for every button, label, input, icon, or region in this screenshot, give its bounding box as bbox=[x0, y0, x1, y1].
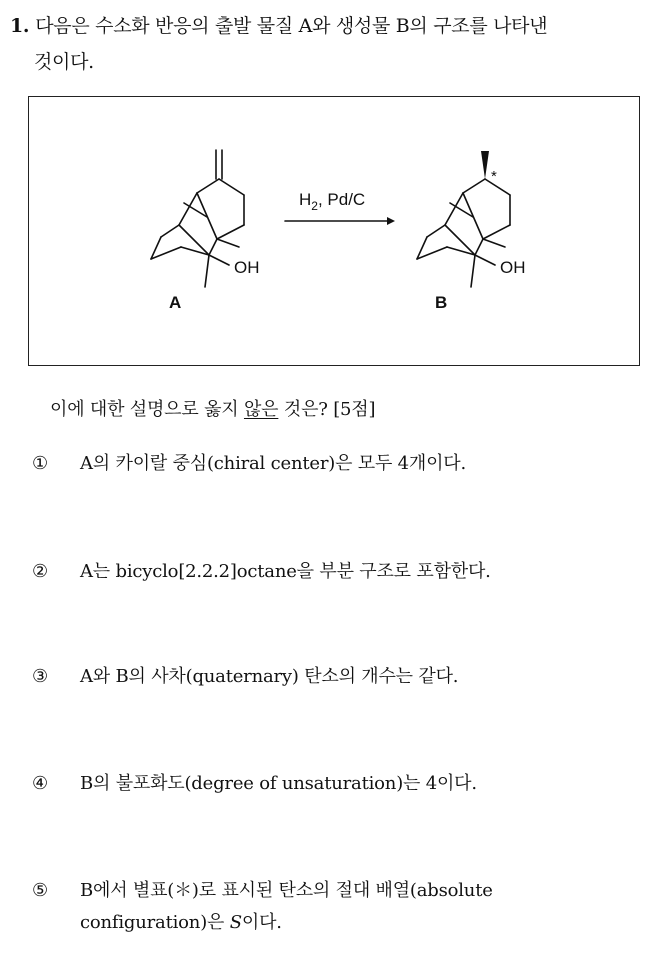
configuration-letter: S bbox=[229, 912, 242, 933]
question-text-line1: 다음은 수소화 반응의 출발 물질 A와 생성물 B의 구조를 나타낸 bbox=[35, 15, 548, 37]
oh-label-a: OH bbox=[234, 258, 260, 277]
choice-marker: ④ bbox=[32, 773, 48, 794]
choice-marker: ② bbox=[32, 561, 48, 582]
prompt: 이에 대한 설명으로 옳지 않은 것은? [5점] bbox=[50, 399, 376, 420]
molecule-a-structure bbox=[151, 150, 244, 287]
reaction-scheme bbox=[29, 97, 641, 367]
stereocenter-star: * bbox=[491, 168, 497, 185]
arrow-head bbox=[387, 217, 395, 225]
wedge-bond bbox=[481, 151, 489, 179]
question-text-line2: 것이다. bbox=[34, 51, 94, 73]
choice-text: B에서 별표(＊)로 표시된 탄소의 절대 배열(absolute configuration)은 S이다. bbox=[80, 880, 493, 933]
label-b: B bbox=[435, 293, 448, 312]
underlined-word: 않은 bbox=[243, 399, 279, 420]
choice-marker: ⑤ bbox=[32, 880, 48, 901]
choice-text: A는 bicyclo[2.2.2]octane을 부분 구조로 포함한다. bbox=[80, 561, 491, 582]
choice-text: B의 불포화도(degree of unsaturation)는 4이다. bbox=[80, 773, 477, 794]
molecule-b-structure bbox=[417, 179, 510, 287]
choice-marker: ① bbox=[32, 453, 48, 474]
choice-text: A와 B의 사차(quaternary) 탄소의 개수는 같다. bbox=[80, 666, 459, 687]
choice-text: A의 카이랄 중심(chiral center)은 모두 4개이다. bbox=[80, 453, 467, 474]
label-a: A bbox=[169, 293, 182, 312]
reagent-label: $H_2$, Pd/C bbox=[299, 190, 366, 213]
oh-label-b: OH bbox=[500, 258, 526, 277]
choice-marker: ③ bbox=[32, 666, 48, 687]
question-number: 1. bbox=[10, 15, 30, 37]
reaction-figure bbox=[28, 96, 640, 366]
question-stem bbox=[10, 8, 650, 80]
